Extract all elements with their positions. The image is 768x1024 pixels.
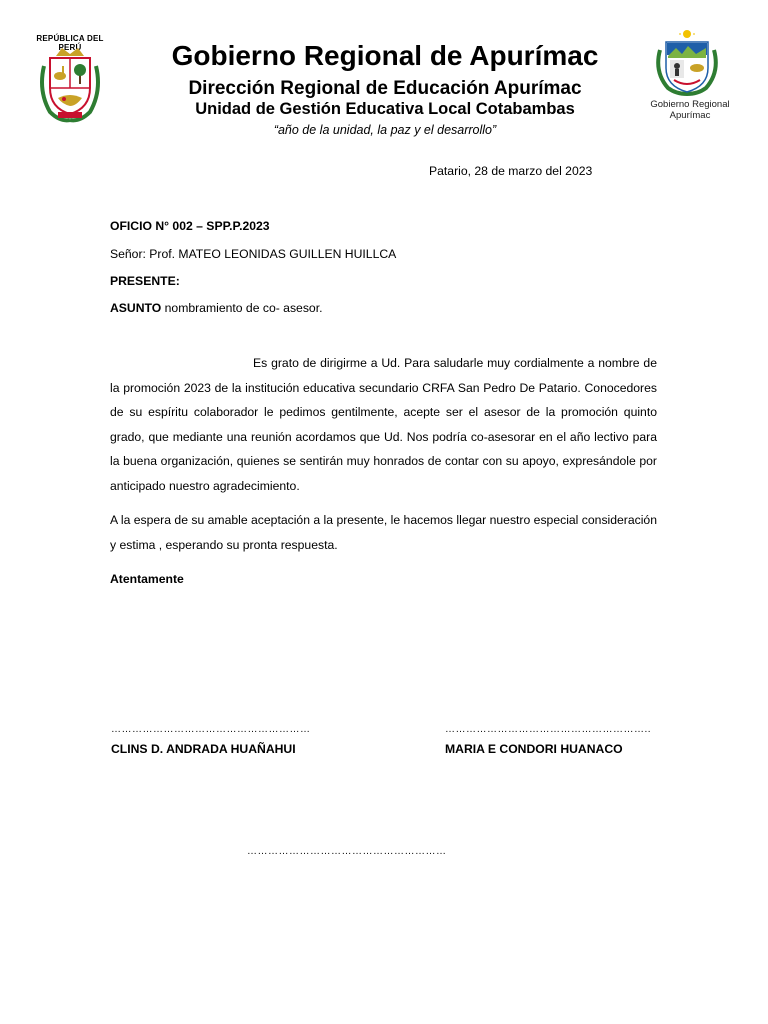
letter-date: Patario, 28 de marzo del 2023 xyxy=(429,164,593,178)
regional-logo-caption-line1: Gobierno Regional xyxy=(650,99,730,110)
peru-seal-caption: REPÚBLICA DEL PERÚ xyxy=(36,34,104,52)
closing: Atentamente xyxy=(110,572,184,586)
subtitle-direccion: Dirección Regional de Educación Apurímac xyxy=(188,78,582,99)
regional-logo-caption-line2: Apurímac xyxy=(669,110,711,121)
page-title: Gobierno Regional de Apurímac xyxy=(171,40,599,71)
subject-line xyxy=(110,300,322,316)
signature-line-2: ………………………………………………….. xyxy=(445,724,652,735)
regional-logo-caption xyxy=(642,99,738,121)
apurimac-regional-logo-icon xyxy=(654,28,720,98)
subject-label: ASUNTO xyxy=(110,301,162,315)
signatory-name-2: MARIA E CONDORI HUANACO xyxy=(445,742,623,756)
presente-label: PRESENTE: xyxy=(110,274,180,288)
signature-line-1: ………………………………………………… xyxy=(111,724,311,735)
recipient-line xyxy=(110,246,396,262)
signature-line-3: ………………………………………………… xyxy=(247,846,447,857)
oficio-number: OFICIO N° 002 – SPP.P.2023 xyxy=(110,219,270,233)
recipient-name: Prof. MATEO LEONIDAS GUILLEN HUILLCA xyxy=(149,247,397,261)
year-motto: “año de la unidad, la paz y el desarrollo” xyxy=(273,123,497,137)
signatory-name-1: CLINS D. ANDRADA HUAÑAHUI xyxy=(111,742,296,756)
recipient-prefix: Señor: xyxy=(110,247,150,261)
peru-coat-of-arms-icon xyxy=(36,36,104,124)
subject-text: nombramiento de co- asesor. xyxy=(161,301,323,315)
subtitle-ugel: Unidad de Gestión Educativa Local Cotabambas xyxy=(195,100,575,118)
body-paragraph-2: A la espera de su amable aceptación a la presente, le hacemos llegar nuestro especial consideración y estima , esperando su pronta respuesta. xyxy=(110,513,657,552)
body-paragraph-1: Es grato de dirigirme a Ud. Para saludarle muy cordialmente a nombre de la promoción 2023 de la institución educativa secundario CRFA San Pedro De Patario. Conocedores de su espíritu colaborador le pedimos gentilmente, acepte ser el asesor de la promoción quinto grado, que mediante una reunión acordamos que Ud. Nos podría co-asesorar en el año lectivo para la buena organización, quienes se sentirán muy honrados de contar con su apoyo, expresándole por anticipado nuestro agradecimiento. xyxy=(110,356,657,493)
